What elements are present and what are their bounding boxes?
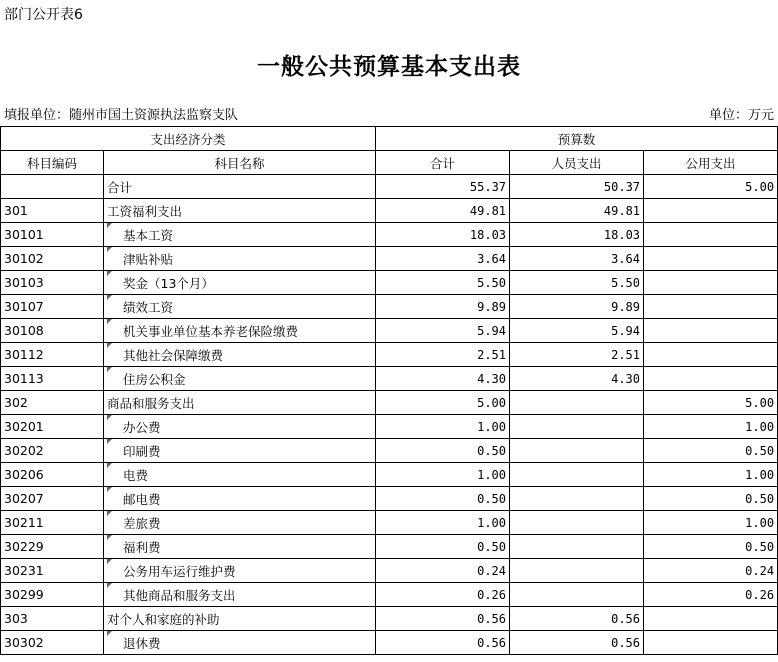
row-name: 机关事业单位基本养老保险缴费	[104, 319, 376, 343]
row-total: 0.24	[376, 559, 510, 583]
row-code: 30211	[1, 511, 104, 535]
row-name: 津贴补贴	[104, 247, 376, 271]
row-code: 30207	[1, 487, 104, 511]
row-public	[644, 607, 778, 631]
table-row	[1, 199, 778, 223]
table-row	[1, 367, 778, 391]
row-public: 1.00	[644, 415, 778, 439]
row-total: 9.89	[376, 295, 510, 319]
row-name: 基本工资	[104, 223, 376, 247]
row-code: 30231	[1, 559, 104, 583]
row-total: 0.26	[376, 583, 510, 607]
row-name: 差旅费	[104, 511, 376, 535]
row-total: 1.00	[376, 511, 510, 535]
row-name: 合计	[104, 175, 376, 199]
row-personnel	[510, 535, 644, 559]
table-row	[1, 631, 778, 655]
table-row	[1, 463, 778, 487]
currency-unit: 单位：万元	[708, 108, 774, 123]
table-row	[1, 271, 778, 295]
table-row	[1, 223, 778, 247]
row-public	[644, 223, 778, 247]
row-code: 30302	[1, 631, 104, 655]
table-row	[1, 439, 778, 463]
row-code: 301	[1, 199, 104, 223]
row-name: 邮电费	[104, 487, 376, 511]
row-personnel: 50.37	[510, 175, 644, 199]
row-total: 4.30	[376, 367, 510, 391]
row-public	[644, 319, 778, 343]
row-name: 对个人和家庭的补助	[104, 607, 376, 631]
row-personnel	[510, 559, 644, 583]
row-personnel: 0.56	[510, 631, 644, 655]
row-code: 303	[1, 607, 104, 631]
row-personnel	[510, 583, 644, 607]
table-number-label: 部门公开表6	[4, 7, 83, 23]
row-personnel: 3.64	[510, 247, 644, 271]
page-title: 一般公共预算基本支出表	[257, 53, 521, 80]
row-public	[644, 199, 778, 223]
row-public: 0.50	[644, 439, 778, 463]
row-personnel	[510, 463, 644, 487]
row-name: 其他商品和服务支出	[104, 583, 376, 607]
column-header-personnel: 人员支出	[510, 151, 644, 175]
header-group-budget: 预算数	[376, 127, 778, 151]
table-row	[1, 175, 778, 199]
row-name: 退休费	[104, 631, 376, 655]
row-total: 18.03	[376, 223, 510, 247]
row-personnel: 2.51	[510, 343, 644, 367]
row-name: 奖金（13个月）	[104, 271, 376, 295]
row-code: 30107	[1, 295, 104, 319]
row-total: 0.50	[376, 487, 510, 511]
row-total: 49.81	[376, 199, 510, 223]
budget-table	[0, 126, 778, 655]
row-public	[644, 271, 778, 295]
table-row	[1, 391, 778, 415]
row-total: 0.56	[376, 607, 510, 631]
row-personnel	[510, 391, 644, 415]
row-public: 1.00	[644, 463, 778, 487]
row-name: 福利费	[104, 535, 376, 559]
row-total: 2.51	[376, 343, 510, 367]
row-name: 商品和服务支出	[104, 391, 376, 415]
row-personnel: 5.50	[510, 271, 644, 295]
row-personnel: 18.03	[510, 223, 644, 247]
row-code: 30101	[1, 223, 104, 247]
row-public: 0.26	[644, 583, 778, 607]
row-personnel: 4.30	[510, 367, 644, 391]
row-total: 0.50	[376, 439, 510, 463]
table-row	[1, 487, 778, 511]
row-total: 5.94	[376, 319, 510, 343]
row-total: 0.56	[376, 631, 510, 655]
row-public: 5.00	[644, 175, 778, 199]
table-row	[1, 343, 778, 367]
row-public: 0.50	[644, 487, 778, 511]
row-personnel	[510, 439, 644, 463]
row-code: 302	[1, 391, 104, 415]
row-personnel: 9.89	[510, 295, 644, 319]
row-total: 0.50	[376, 535, 510, 559]
column-header-total: 合计	[376, 151, 510, 175]
row-code: 30113	[1, 367, 104, 391]
reporting-unit: 填报单位：随州市国土资源执法监察支队	[4, 108, 239, 123]
row-name: 其他社会保障缴费	[104, 343, 376, 367]
row-total: 1.00	[376, 463, 510, 487]
column-header-public: 公用支出	[644, 151, 778, 175]
row-personnel	[510, 415, 644, 439]
table-row	[1, 559, 778, 583]
table-row	[1, 415, 778, 439]
row-public: 1.00	[644, 511, 778, 535]
row-personnel: 0.56	[510, 607, 644, 631]
table-row	[1, 247, 778, 271]
row-total: 1.00	[376, 415, 510, 439]
table-row	[1, 535, 778, 559]
row-code: 30201	[1, 415, 104, 439]
row-name: 电费	[104, 463, 376, 487]
row-code: 30206	[1, 463, 104, 487]
table-row	[1, 295, 778, 319]
row-name: 住房公积金	[104, 367, 376, 391]
row-personnel	[510, 487, 644, 511]
row-public	[644, 631, 778, 655]
row-personnel	[510, 511, 644, 535]
row-public: 0.24	[644, 559, 778, 583]
row-public: 0.50	[644, 535, 778, 559]
row-code: 30102	[1, 247, 104, 271]
row-total: 3.64	[376, 247, 510, 271]
row-total: 5.50	[376, 271, 510, 295]
row-public	[644, 343, 778, 367]
row-code: 30202	[1, 439, 104, 463]
row-code: 30108	[1, 319, 104, 343]
row-public	[644, 295, 778, 319]
row-public: 5.00	[644, 391, 778, 415]
row-name: 公务用车运行维护费	[104, 559, 376, 583]
row-total: 5.00	[376, 391, 510, 415]
row-code: 30299	[1, 583, 104, 607]
row-total: 55.37	[376, 175, 510, 199]
row-name: 工资福利支出	[104, 199, 376, 223]
row-code	[1, 175, 104, 199]
row-name: 办公费	[104, 415, 376, 439]
column-header-name: 科目名称	[104, 151, 376, 175]
row-public	[644, 367, 778, 391]
table-row	[1, 511, 778, 535]
table-row	[1, 607, 778, 631]
row-name: 印刷费	[104, 439, 376, 463]
row-public	[644, 247, 778, 271]
row-code: 30112	[1, 343, 104, 367]
table-row	[1, 583, 778, 607]
row-personnel: 49.81	[510, 199, 644, 223]
header-group-economic-class: 支出经济分类	[1, 127, 376, 151]
row-name: 绩效工资	[104, 295, 376, 319]
table-row	[1, 319, 778, 343]
row-code: 30229	[1, 535, 104, 559]
column-header-code: 科目编码	[1, 151, 104, 175]
row-code: 30103	[1, 271, 104, 295]
row-personnel: 5.94	[510, 319, 644, 343]
